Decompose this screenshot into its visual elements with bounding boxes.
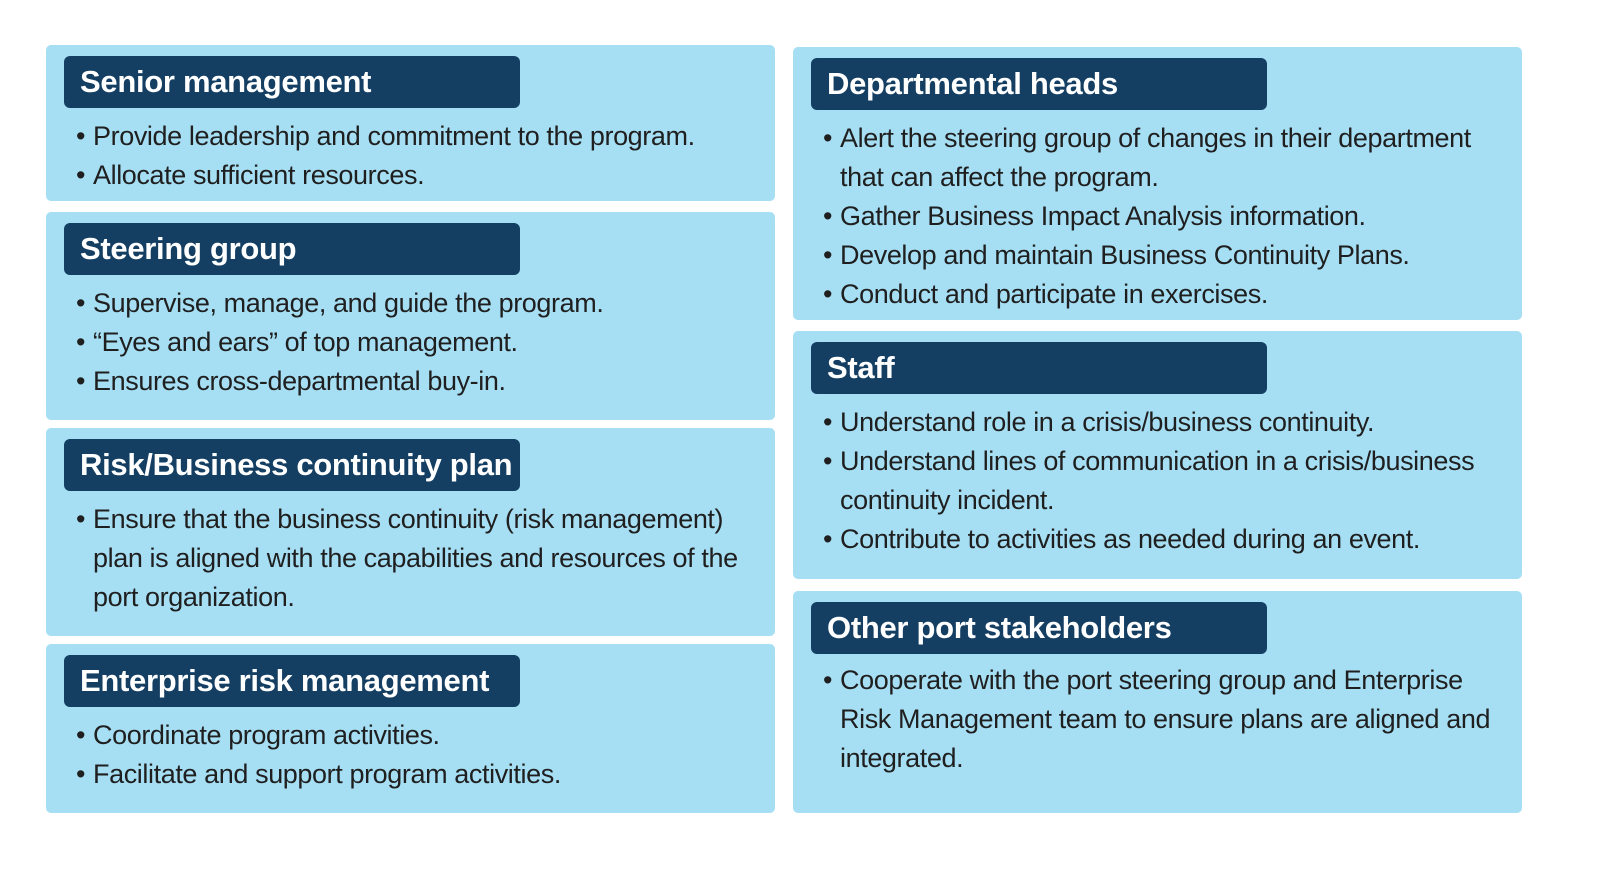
enterprise-risk-panel [46,644,775,813]
list-item: • Develop and maintain Business Continuity Plans. [823,236,1502,275]
staff-header: Staff [811,342,1267,394]
list-item: • Facilitate and support program activities. [76,755,755,794]
list-item: • Coordinate program activities. [76,716,755,755]
list-item: • Alert the steering group of changes in their department that can affect the program. [823,119,1502,197]
departmental-heads-header: Departmental heads [811,58,1267,110]
enterprise-risk-header: Enterprise risk management [64,655,520,707]
list-item: • Understand role in a crisis/business continuity. [823,403,1502,442]
departmental-heads-panel [793,47,1522,320]
list-item: • Understand lines of communication in a crisis/business continuity incident. [823,442,1502,520]
other-stakeholders-list [823,661,1502,778]
list-item: • Supervise, manage, and guide the program. [76,284,755,323]
departmental-heads-list [823,119,1502,314]
list-item: • Ensure that the business continuity (risk management) plan is aligned with the capabilities and resources of the port organization. [76,500,755,617]
list-item: • Conduct and participate in exercises. [823,275,1502,314]
senior-management-list [76,117,755,195]
other-stakeholders-panel [793,591,1522,813]
list-item: • Ensures cross-departmental buy-in. [76,362,755,401]
steering-group-list [76,284,755,401]
list-item: • Gather Business Impact Analysis information. [823,197,1502,236]
risk-plan-panel [46,428,775,636]
list-item: • Allocate sufficient resources. [76,156,755,195]
steering-group-panel [46,212,775,420]
senior-management-header: Senior management [64,56,520,108]
other-stakeholders-header: Other port stakeholders [811,602,1267,654]
staff-panel [793,331,1522,579]
list-item: • Contribute to activities as needed during an event. [823,520,1502,559]
list-item: • “Eyes and ears” of top management. [76,323,755,362]
list-item: • Cooperate with the port steering group and Enterprise Risk Management team to ensure plans are aligned and integrated. [823,661,1502,778]
risk-plan-header: Risk/Business continuity plan [64,439,520,491]
enterprise-risk-list [76,716,755,794]
steering-group-header: Steering group [64,223,520,275]
senior-management-panel [46,45,775,201]
risk-plan-list [76,500,755,617]
staff-list [823,403,1502,559]
list-item: • Provide leadership and commitment to the program. [76,117,755,156]
